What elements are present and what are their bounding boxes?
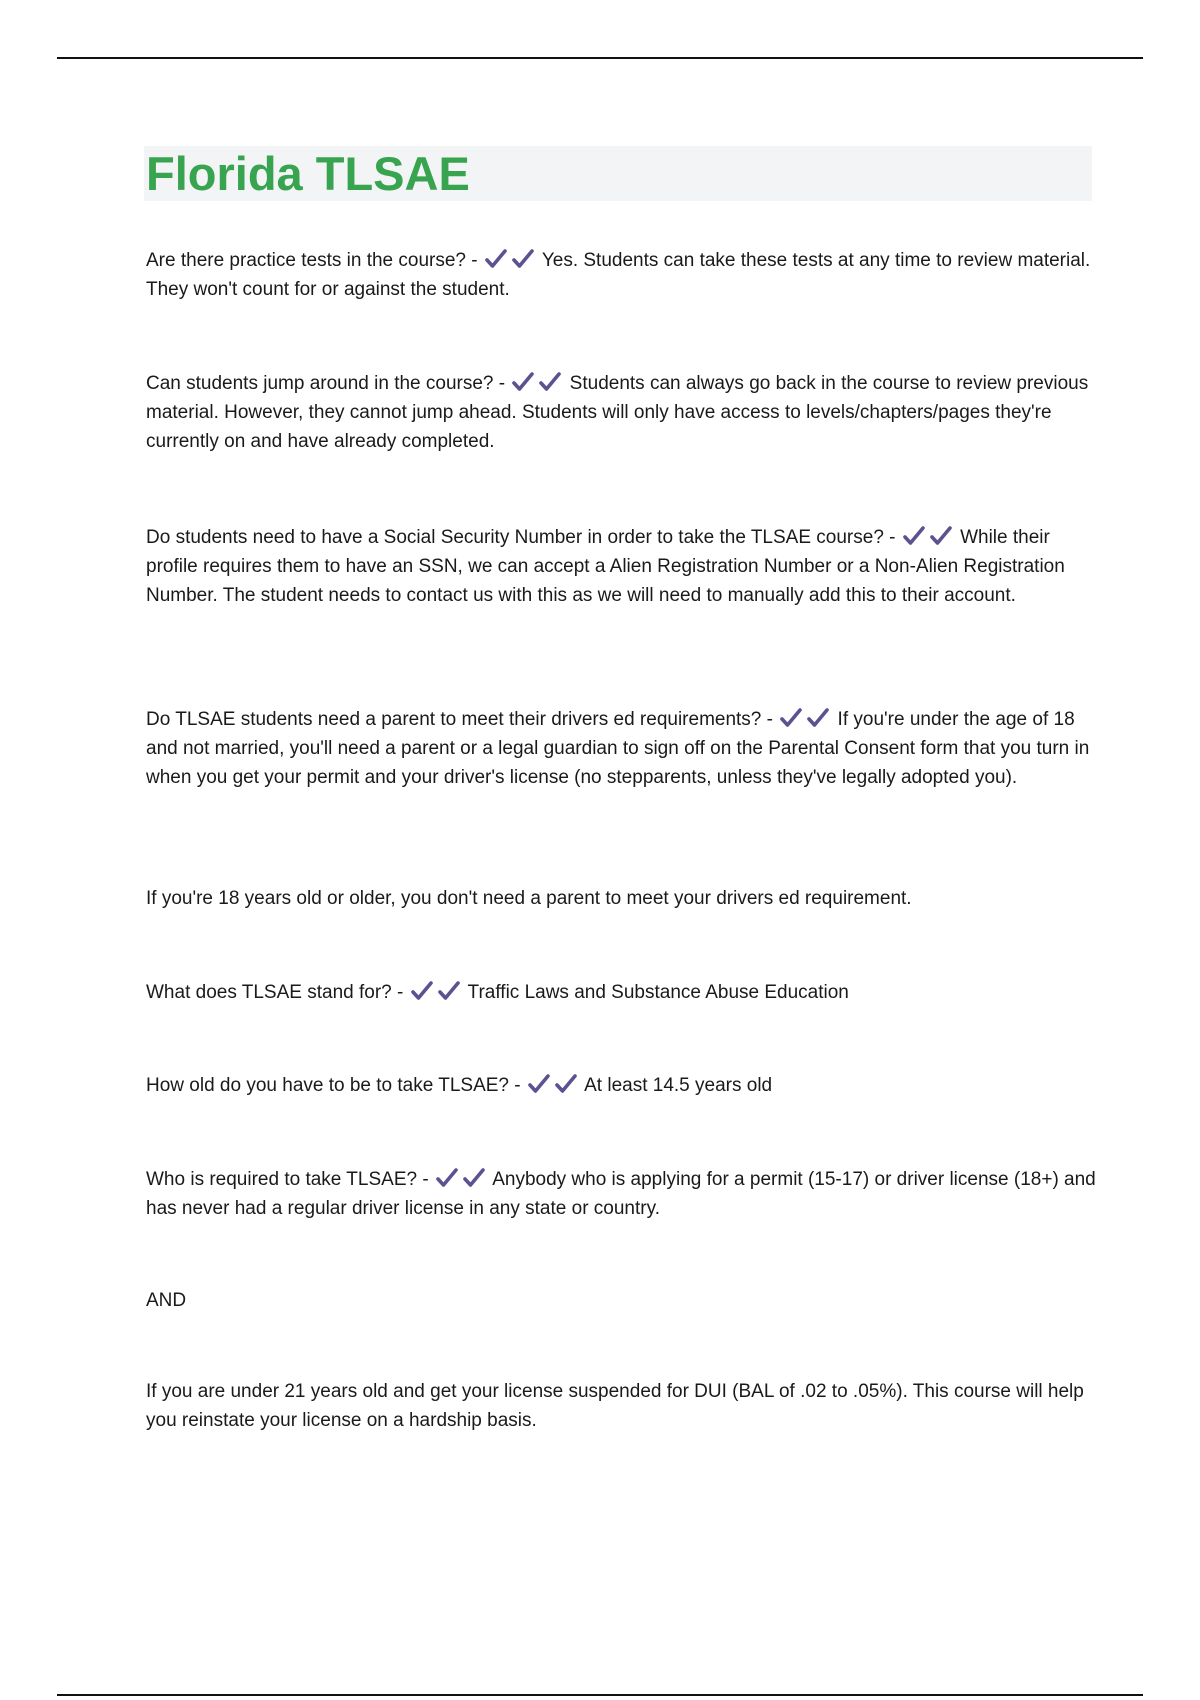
double-checkmark-icon: [410, 980, 434, 1002]
qa-item-tlsae-meaning: [146, 978, 1096, 1007]
bottom-rule: [57, 1694, 1143, 1696]
question-text: Who is required to take TLSAE?: [146, 1169, 418, 1190]
separator: -: [391, 982, 409, 1003]
double-checkmark-icon: [527, 1073, 551, 1095]
qa-item-parent-requirement: [146, 705, 1096, 792]
qa-item-ssn: [146, 523, 1096, 610]
question-text: Can students jump around in the course?: [146, 373, 494, 394]
separator: -: [509, 1075, 526, 1096]
qa-item-practice-tests: [146, 246, 1096, 304]
answer-text: Yes. Students can take these tests at any time to review material. They won't count for or against the student.: [146, 250, 1091, 300]
checkmark-icon: [437, 980, 461, 1002]
question-text: What does TLSAE stand for?: [146, 982, 392, 1003]
double-checkmark-icon: [902, 525, 926, 547]
double-checkmark-icon: [779, 707, 803, 729]
separator: -: [417, 1169, 434, 1190]
checkmark-icon: [806, 707, 830, 729]
answer-text: If you're under the age of 18 and not married, you'll need a parent or a legal guardian to sign off on the Parental Consent form that you turn in when you get your permit and your driver's license (no stepparents, unless they've legally adopted you).: [146, 709, 1090, 788]
paragraph-18-or-older: If you're 18 years old or older, you don't need a parent to meet your drivers ed requirement.: [146, 888, 912, 909]
separator: -: [883, 527, 901, 548]
checkmark-icon: [462, 1167, 486, 1189]
separator: -: [466, 250, 483, 271]
answer-text: Anybody who is applying for a permit (15-17) or driver license (18+) and has never had a regular driver license in any state or country.: [146, 1169, 1096, 1219]
checkmark-icon: [554, 1073, 578, 1095]
double-checkmark-icon: [484, 248, 508, 270]
question-text: Do TLSAE students need a parent to meet their drivers ed requirements?: [146, 709, 762, 730]
document-title: Florida TLSAE: [146, 147, 470, 200]
checkmark-icon: [929, 525, 953, 547]
question-text: Do students need to have a Social Security Number in order to take the TLSAE course?: [146, 527, 884, 548]
answer-text: Students can always go back in the course to review previous material. However, they cannot jump ahead. Students will only have access to levels/chapters/pages they're currently on and have already completed.: [146, 373, 1089, 452]
title-banner: [144, 146, 1092, 201]
question-text: Are there practice tests in the course?: [146, 250, 466, 271]
qa-item-jump-around: [146, 369, 1096, 456]
paragraph-and: AND: [146, 1290, 187, 1311]
separator: -: [761, 709, 779, 730]
double-checkmark-icon: [511, 371, 535, 393]
double-checkmark-icon: [435, 1167, 459, 1189]
answer-text: At least 14.5 years old: [579, 1075, 773, 1096]
top-rule: [57, 57, 1143, 59]
qa-item-who-required: [146, 1165, 1096, 1223]
checkmark-icon: [538, 371, 562, 393]
qa-item-age: [146, 1071, 1096, 1100]
question-text: How old do you have to be to take TLSAE?: [146, 1075, 509, 1096]
answer-text: Traffic Laws and Substance Abuse Education: [462, 982, 849, 1003]
answer-text: While their profile requires them to have an SSN, we can accept a Alien Registration Number or a Non-Alien Registration Number. The student needs to contact us with this as we will need to manually add this to their account.: [146, 527, 1065, 606]
paragraph-under-21-dui: If you are under 21 years old and get your license suspended for DUI (BAL of .02 to .05%). This course will help you reinstate your license on a hardship basis.: [146, 1381, 1084, 1431]
checkmark-icon: [511, 248, 535, 270]
separator: -: [493, 373, 511, 394]
